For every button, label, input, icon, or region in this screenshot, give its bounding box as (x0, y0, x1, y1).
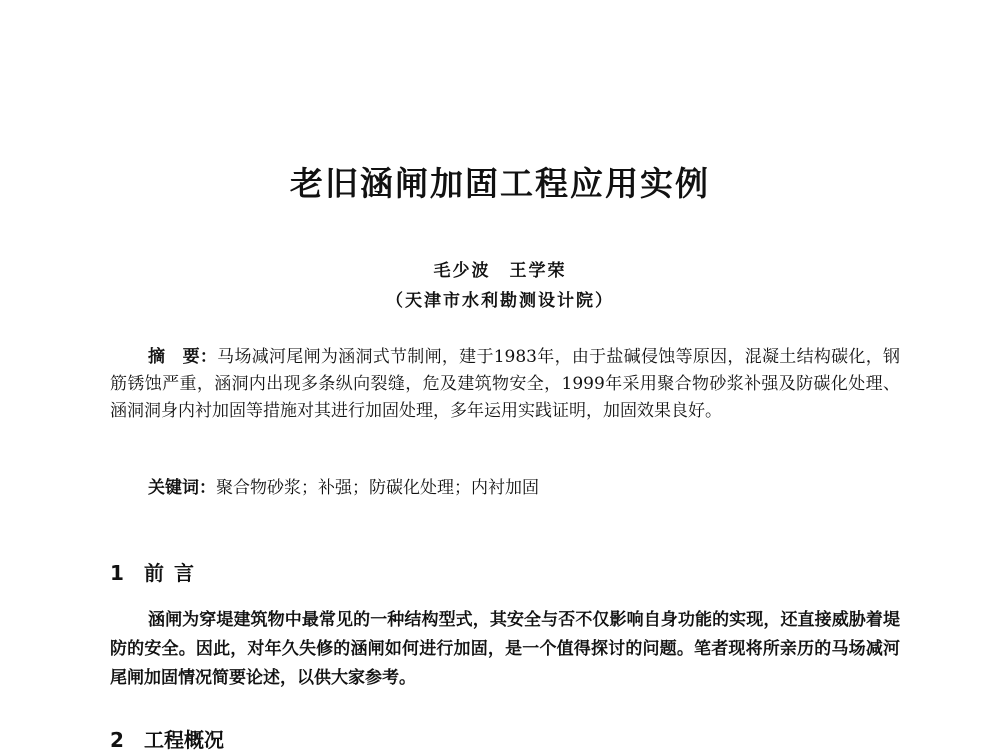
section-heading-2 (110, 724, 224, 753)
section-heading-1 (110, 557, 204, 586)
section-number-1: 1 (110, 561, 124, 585)
section-number-2: 2 (110, 728, 124, 752)
author-names: 毛少波 王学荣 (433, 261, 567, 281)
author-affiliation: （天津市水利勘测设计院） (386, 291, 614, 311)
keywords-line (148, 475, 539, 502)
abstract-paragraph (110, 344, 900, 425)
keywords-label: 关键词： (148, 478, 216, 498)
section-body-1: 涵闸为穿堤建筑物中最常见的一种结构型式，其安全与否不仅影响自身功能的实现，还直接威胁着堤防的安全。因此，对年久失修的涵闸如何进行加固，是一个值得探讨的问题。笔者现将所亲历的马场减河尾闸加固情况简要论述，以供大家参考。 (110, 610, 900, 688)
abstract-label: 摘 要： (148, 347, 218, 367)
section-title-1: 前言 (144, 561, 204, 585)
abstract-text: 马场减河尾闸为涵洞式节制闸，建于1983年，由于盐碱侵蚀等原因，混凝土结构碳化，钢筋锈蚀严重，涵洞内出现多条纵向裂缝，危及建筑物安全，1999年采用聚合物砂浆补强及防碳化处理、涵洞洞身内衬加固等措施对其进行加固处理，多年运用实践证明，加固效果良好。 (110, 347, 901, 421)
paper-title: 老旧涵闸加固工程应用实例 (290, 164, 710, 203)
keywords-text: 聚合物砂浆；补强；防碳化处理；内衬加固 (216, 478, 539, 498)
section-title-2: 工程概况 (144, 728, 224, 752)
